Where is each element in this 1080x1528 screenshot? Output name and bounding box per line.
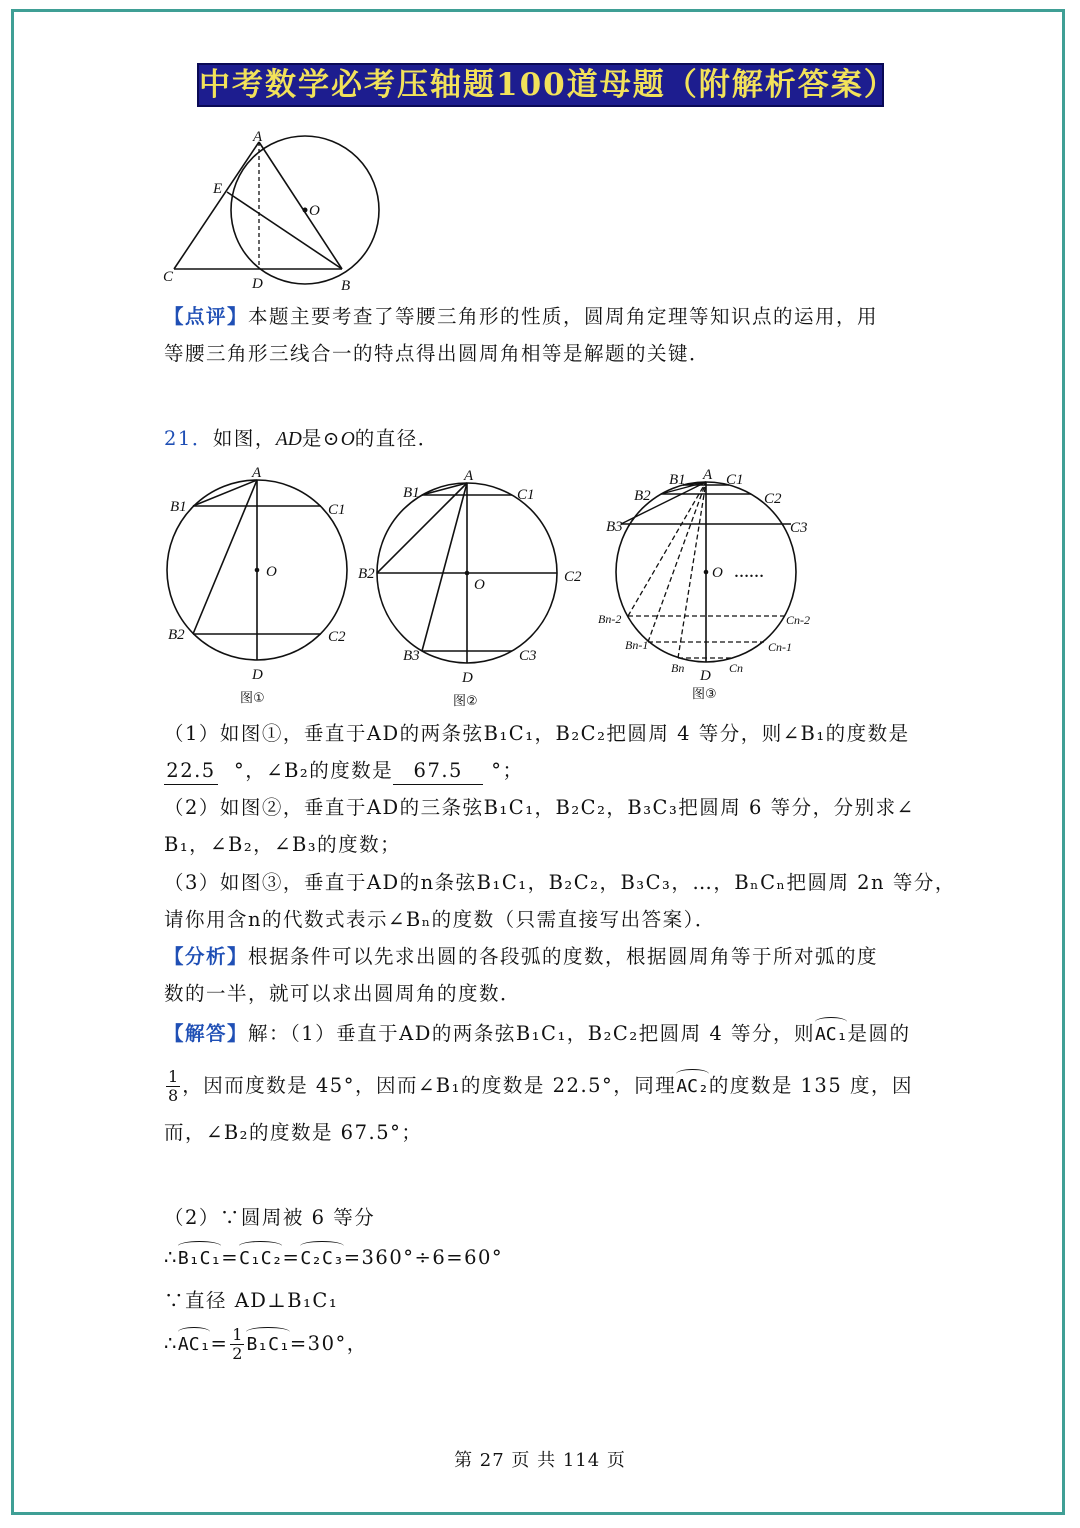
fig2-caption: 图② (453, 694, 478, 709)
q1-line-2 (164, 758, 524, 785)
analysis-tag: 【分析】 (164, 945, 249, 968)
arc-c2c3: C₂C₃ (300, 1240, 343, 1272)
fig1-label-A: A (252, 465, 262, 481)
solution-text-2: ，因而度数是 45°，因而∠B₁的度数是 22.5°，同理 (182, 1074, 677, 1097)
fig3-label-O: O (712, 565, 723, 581)
fig3-label-B3: B3 (606, 519, 623, 535)
solution-part2-line-4: ∴AC₁= $\frac{1}{2}$ B₁C₁=30°， (164, 1325, 368, 1363)
arc-b1c1-second: B₁C₁ (246, 1326, 289, 1358)
fig3-label-C1: C1 (726, 472, 744, 488)
fig2-label-A: A (464, 468, 474, 484)
arc-ac1-second: AC₁ (178, 1326, 211, 1358)
fig3-label-A: A (703, 467, 713, 483)
fig2-label-C1: C1 (517, 487, 535, 503)
solution-part2-line-2-end: =360°÷6=60° (343, 1246, 504, 1269)
problem-stem (164, 426, 439, 453)
fig3-label-Bn-1: Bn-1 (625, 638, 649, 652)
fig2-label-D: D (462, 670, 473, 686)
fig3-label-C3: C3 (790, 520, 808, 536)
figure-1 (160, 460, 360, 710)
fig3-label-Cn-2: Cn-2 (786, 613, 810, 627)
review-line-2: 等腰三角形三线合一的特点得出圆周角相等是解题的关键． (164, 342, 711, 365)
solution-text-2-end: 的度数是 135 度，因 (708, 1074, 913, 1097)
q3-line-2: 请你用含n的代数式表示∠Bₙ的度数（只需直接写出答案）． (164, 908, 716, 931)
fig1-label-B1: B1 (170, 499, 187, 515)
fig1-label-O: O (266, 564, 277, 580)
solution-part2-line-2: ∴B₁C₁=C₁C₂=C₂C₃=360°÷6=60° (164, 1240, 503, 1272)
fig1-label-C1: C1 (328, 502, 346, 518)
fig2-label-C3: C3 (519, 648, 537, 664)
fig3-label-B2: B2 (634, 488, 651, 504)
arc-b1c1: B₁C₁ (178, 1240, 221, 1272)
fraction-one-half (230, 1326, 244, 1363)
solution-line-1 (164, 1016, 911, 1048)
fig3-label-Bn-2: Bn-2 (598, 612, 622, 626)
fig2-label-B1: B1 (403, 485, 420, 501)
half-numerator: 1 (232, 1325, 243, 1344)
solution-fraction-1-8 (166, 1068, 180, 1105)
fig3-label-D: D (700, 668, 711, 684)
fraction-numerator: 1 (168, 1067, 179, 1086)
analysis-line-2: 数的一半，就可以求出圆周角的度数． (164, 982, 522, 1005)
solution-arc-ac1: AC₁ (815, 1016, 848, 1048)
fig2-label-B3: B3 (403, 648, 420, 664)
figure-2 (355, 460, 595, 715)
q1-end: °； (491, 759, 524, 782)
review-line-1 (164, 304, 878, 330)
fig3-label-B1: B1 (669, 472, 686, 488)
fig3-label-Cn-1: Cn-1 (768, 640, 792, 654)
fig1-label-B2: B2 (168, 627, 185, 643)
problem-stem-ad: AD (275, 429, 302, 450)
fig3-label-Cn: Cn (729, 661, 744, 675)
fig2-label-C2: C2 (564, 569, 582, 585)
solution-part2-line-4-end: =30°， (289, 1332, 368, 1355)
analysis-text-1: 根据条件可以先求出圆的各段弧的度数，根据圆周角等于所对弧的度 (248, 945, 879, 968)
q2-line-1: （2）如图②，垂直于AD的三条弦B₁C₁，B₂C₂，B₃C₃把圆周 6 等分，分别求∠ (164, 796, 915, 819)
top-geometry-figure (155, 128, 395, 298)
fig3-label-C2: C2 (764, 491, 782, 507)
review-text-1: 本题主要考查了等腰三角形的性质，圆周角定理等知识点的运用，用 (248, 305, 879, 328)
solution-part2-line-3: ∵直径 AD⊥B₁C₁ (164, 1289, 339, 1312)
solution-tag: 【解答】 (164, 1022, 249, 1045)
problem-number: 21． (164, 427, 213, 450)
fig1-caption: 图① (240, 691, 265, 706)
top-fig-label-A: A (253, 129, 263, 145)
figure-3 (592, 462, 832, 707)
solution-part2-line-1: （2）∵圆周被 6 等分 (164, 1206, 376, 1229)
solution-arc-ac2: AC₂ (676, 1068, 709, 1100)
review-tag: 【点评】 (164, 305, 249, 328)
problem-stem-o: O (340, 429, 355, 450)
solution-line-2 (164, 1068, 913, 1105)
q1-mid: °，∠B₂的度数是 (234, 759, 394, 782)
page-footer: 第 27 页 共 114 页 (454, 1450, 626, 1471)
fig3-caption: 图③ (692, 687, 717, 702)
top-fig-label-C: C (163, 269, 174, 285)
top-fig-label-B: B (341, 278, 351, 294)
fig2-label-O: O (474, 577, 485, 593)
arc-c1c2: C₁C₂ (239, 1240, 282, 1272)
q3-line-1: （3）如图③，垂直于AD的n条弦B₁C₁，B₂C₂，B₃C₃，…，BₙCₙ把圆周 2n 等分， (164, 871, 956, 894)
top-fig-label-E: E (213, 181, 223, 197)
fig2-label-B2: B2 (358, 566, 375, 582)
analysis-line-1 (164, 944, 878, 970)
q1-answer-1: 22.5 (164, 758, 218, 785)
fig1-label-D: D (252, 667, 263, 683)
q1-line-1: （1）如图①，垂直于AD的两条弦B₁C₁，B₂C₂把圆周 4 等分，则∠B₁的度数是 (164, 722, 910, 745)
top-fig-label-O: O (309, 203, 320, 219)
fig3-ellipsis: …… (734, 565, 764, 581)
q1-answer-2: 67.5 (393, 758, 483, 785)
solution-text-1-end: 是圆的 (847, 1022, 911, 1045)
fig3-label-Bn: Bn (671, 661, 685, 675)
problem-stem-a: 如图， (212, 427, 276, 450)
problem-stem-c: 的直径． (354, 427, 439, 450)
top-fig-label-D: D (252, 276, 263, 292)
page-title: 中考数学必考压轴题100道母题（附解析答案） (197, 63, 884, 107)
half-denominator: 2 (232, 1344, 243, 1363)
problem-stem-b: 是⊙ (301, 427, 341, 450)
q2-line-2: B₁，∠B₂，∠B₃的度数； (164, 833, 402, 856)
solution-text-1: 解：（1）垂直于AD的两条弦B₁C₁，B₂C₂把圆周 4 等分，则 (248, 1022, 815, 1045)
fraction-denominator: 8 (168, 1086, 179, 1105)
solution-line-3: 而，∠B₂的度数是 67.5°； (164, 1121, 423, 1144)
fig1-label-C2: C2 (328, 629, 346, 645)
